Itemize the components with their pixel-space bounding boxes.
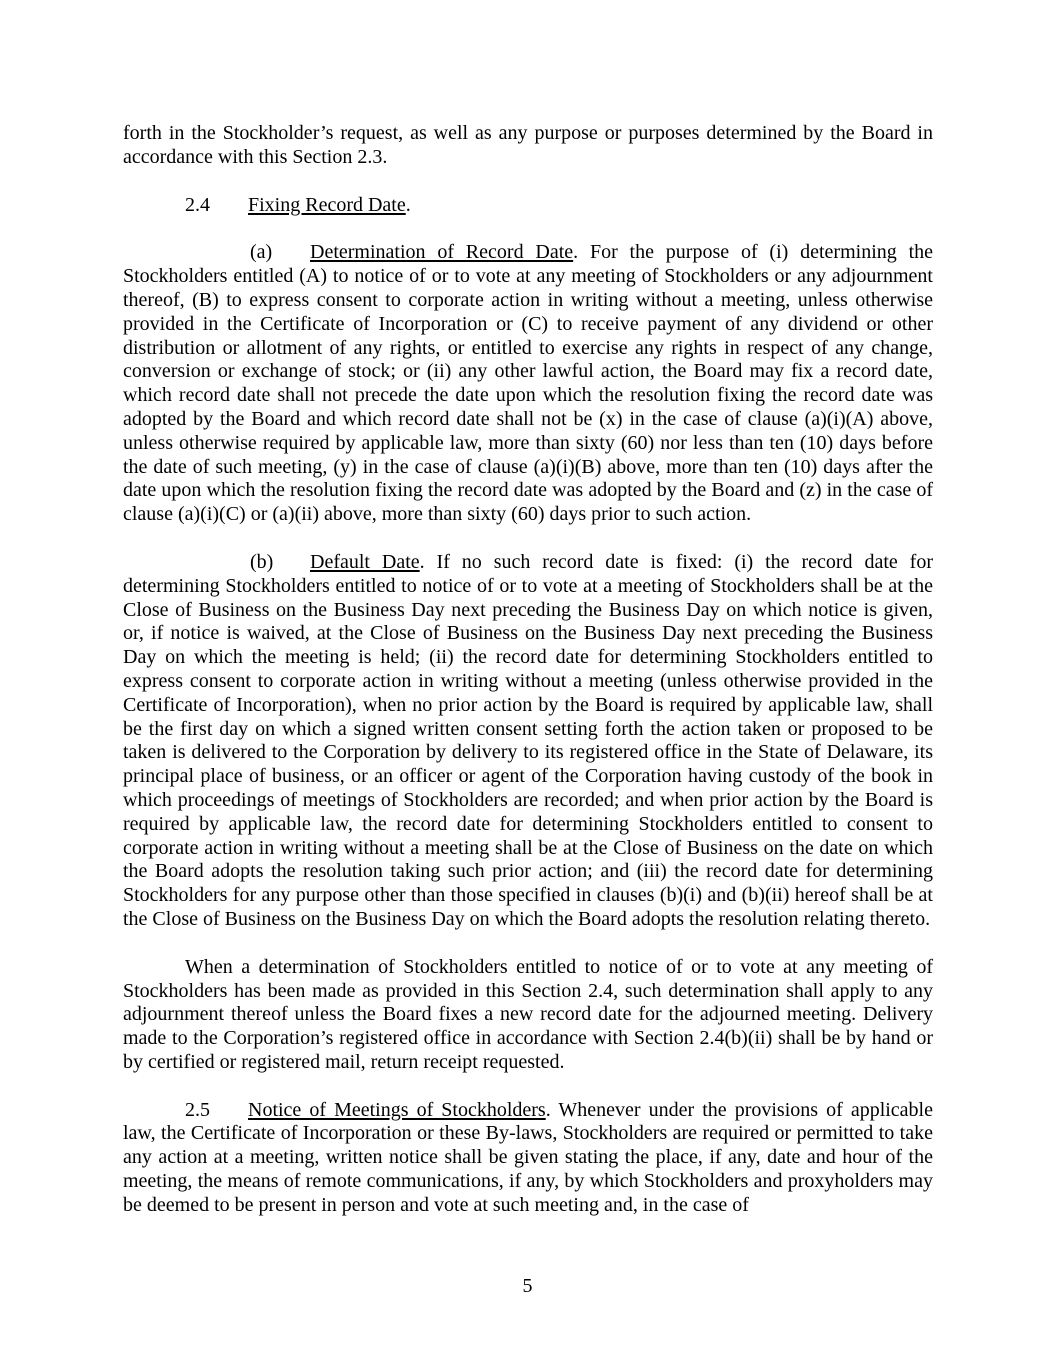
section-2-4-heading (123, 194, 933, 218)
paragraph-text: forth in the Stockholder’s request, as well as any purpose or purposes determined by the Board in accordance with this Section 2.3. (123, 122, 933, 168)
subsection-b-paragraph (123, 551, 933, 932)
section-2-5-paragraph (123, 1099, 933, 1218)
section-2-5-text: . Whenever under the provisions of applicable law, the Certificate of Incorporation or these By-laws, Stockholders are required or permitted to take any action at a meeting, written notice shall be given stating the place, if any, date and hour of the meeting, the means of remote communications, if any, by which Stockholders and proxyholders may be deemed to be present in person and vote at such meeting and, in the case of (123, 1098, 933, 1216)
document-body (123, 122, 933, 1218)
section-2-5-number: 2.5 (185, 1098, 210, 1121)
subsection-b-text: . If no such record date is fixed: (i) the record date for determining Stockholders entitled to notice of or to vote at a meeting of Stockholders shall be at the Close of Business on the Business Day next preceding the Business Day on which notice is given, or, if notice is waived, at the Close of Business on the Business Day next preceding the Business Day on which the meeting is held; (ii) the record date for determining Stockholders entitled to express consent to corporate action in writing without a meeting (unless otherwise provided in the Certificate of Incorporation), when no prior action by the Board is required by applicable law, shall be the first day on which a signed written consent setting forth the action taken or proposed to be taken is delivered to the Corporation by delivery to its registered office in the State of Delaware, its principal place of business, or an officer or agent of the Corporation having custody of the book in which proceedings of meetings of Stockholders are recorded; and when prior action by the Board is required by applicable law, the record date for determining Stockholders entitled to consent to corporate action in writing without a meeting shall be at the Close of Business on the date on which the Board adopts the resolution taking such prior action; and (iii) the record date for determining Stockholders for any purpose other than those specified in clauses (b)(i) and (b)(ii) hereof shall be at the Close of Business on the Business Day on which the Board adopts the resolution relating thereto. (123, 550, 933, 930)
section-2-4-title-period: . (405, 193, 411, 216)
subsection-b-label: (b) (250, 550, 274, 573)
subsection-b-title: Default Date (310, 550, 420, 573)
subsection-a-title: Determination of Record Date (310, 241, 574, 264)
paragraph-continuation (123, 122, 933, 170)
page-number: 5 (522, 1275, 533, 1297)
when-determination-text: When a determination of Stockholders entitled to notice of or to vote at any meeting of Stockholders has been made as provided in this Section 2.4, such determination shall apply to any adjournment thereof unless the Board fixes a new record date for the adjourned meeting. Delivery made to the Corporation’s registered office in accordance with Section 2.4(b)(ii) shall be by hand or by certified or registered mail, return receipt requested. (123, 955, 933, 1073)
section-2-5-title: Notice of Meetings of Stockholders (248, 1098, 546, 1121)
section-2-4-title: Fixing Record Date (248, 193, 406, 216)
subsection-a-paragraph (123, 241, 933, 527)
when-determination-paragraph (123, 956, 933, 1075)
section-2-4-number: 2.4 (185, 193, 210, 216)
subsection-a-text: . For the purpose of (i) determining the Stockholders entitled (A) to notice of or to vote at any meeting of Stockholders or any adjournment thereof, (B) to express consent to corporate action in writing without a meeting, unless otherwise provided in the Certificate of Incorporation or (C) to receive payment of any dividend or other distribution or allotment of any rights, or entitled to exercise any rights in respect of any change, conversion or exchange of stock; or (ii) any other lawful action, the Board may fix a record date, which record date shall not precede the date upon which the resolution fixing the record date was adopted by the Board and which record date shall not be (x) in the case of clause (a)(i)(A) above, unless otherwise required by applicable law, more than sixty (60) nor less than ten (10) days before the date of such meeting, (y) in the case of clause (a)(i)(B) above, more than ten (10) days after the date upon which the resolution fixing the record date was adopted by the Board and (z) in the case of clause (a)(i)(C) or (a)(ii) above, more than sixty (60) days prior to such action. (123, 241, 933, 526)
subsection-a-label: (a) (250, 241, 273, 264)
